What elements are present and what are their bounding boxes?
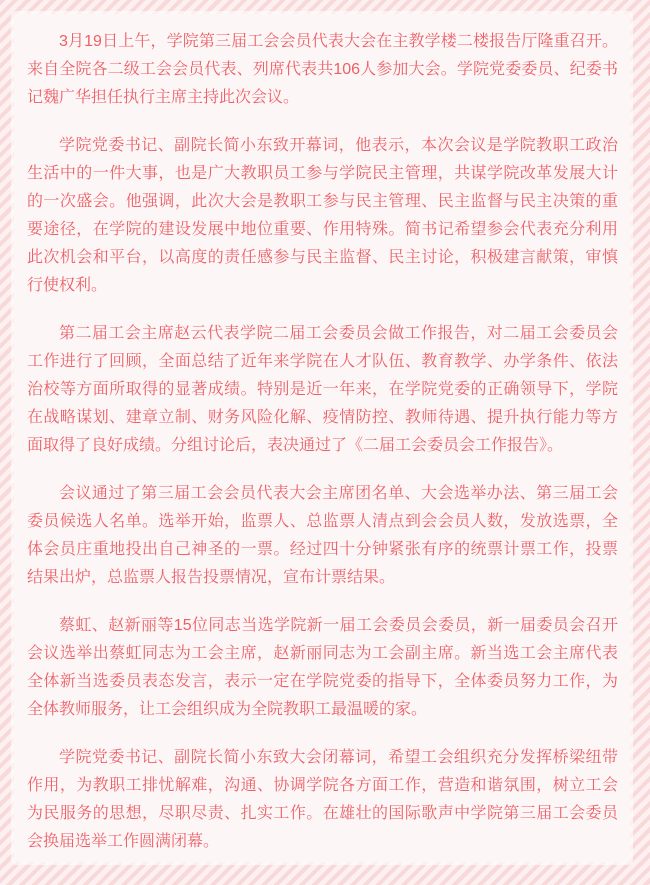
article-paragraph-work-report: 第二届工会主席赵云代表学院二届工会委员会做工作报告，对二届工会委员会工作进行了回顾，全面总结了近年来学院在人才队伍、教育教学、办学条件、依法治校等方面所取得的显著成绩。特别是近一年来，在学院党委的正确领导下，学院在战略谋划、建章立制、财务风险化解、疫情防控、教师待遇、提升执行能力等方面取得了良好成绩。分组讨论后，表决通过了《二届工会委员会工作报告》。 xyxy=(27,325,618,454)
article-card xyxy=(14,14,630,862)
article-paragraph-opening-speech: 学院党委书记、副院长简小东致开幕词，他表示，本次会议是学院教职工政治生活中的一件大事，也是广大教职员工参与学院民主管理，共谋学院改革发展大计的一次盛会。他强调，此次大会是教职工参与民主管理、民主监督与民主决策的重要途径，在学院的建设发展中地位重要、作用特殊。简书记希望参会代表充分利用此次机会和平台，以高度的责任感参与民主监督、民主讨论，积极建言献策，审慎行使权利。 xyxy=(27,137,618,294)
article-paragraph-opening: 3月19日上午，学院第三届工会会员代表大会在主教学楼二楼报告厅隆重召开。来自全院各二级工会会员代表、列席代表共106人参加大会。学院党委委员、纪委书记魏广华担任执行主席主持此次会议。 xyxy=(27,33,618,106)
article-paragraph-results: 蔡虹、赵新丽等15位同志当选学院新一届工会委员会委员，新一届委员会召开会议选举出蔡虹同志为工会主席，赵新丽同志为工会副主席。新当选工会主席代表全体新当选委员表态发言，表示一定在学院党委的指导下，全体委员努力工作，为全体教师服务，让工会组织成为全院教职工最温暖的家。 xyxy=(27,617,618,718)
article-paragraph-election: 会议通过了第三届工会会员代表大会主席团名单、大会选举办法、第三届工会委员候选人名单。选举开始，监票人、总监票人清点到会会员人数，发放选票，全体会员庄重地投出自己神圣的一票。经过四十分钟紧张有序的统票计票工作，投票结果出炉，总监票人报告投票情况，宣布计票结果。 xyxy=(27,485,618,586)
article-paragraph-closing: 学院党委书记、副院长简小东致大会闭幕词，希望工会组织充分发挥桥梁纽带作用，为教职工排忧解难，沟通、协调学院各方面工作，营造和谐氛围，树立工会为民服务的思想，尽职尽责、扎实工作。在雄壮的国际歌声中学院第三届工会委员会换届选举工作圆满闭幕。 xyxy=(27,749,618,850)
